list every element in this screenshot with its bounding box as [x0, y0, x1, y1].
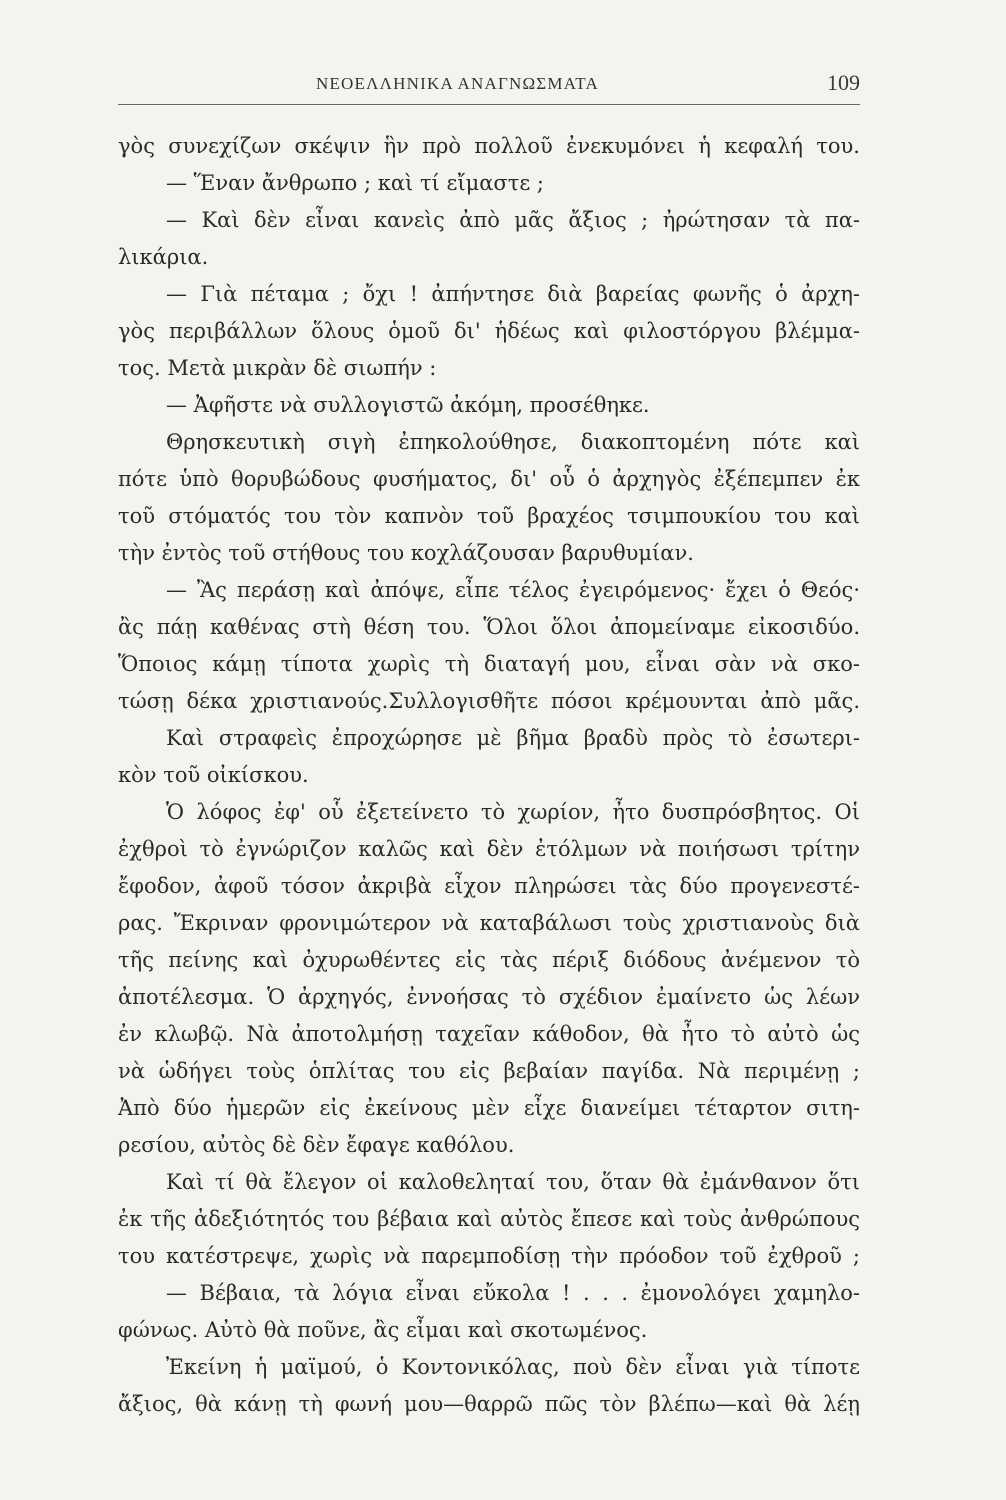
- text-line: — Γιὰ πέταμα ; ὄχι ! ἀπήντησε διὰ βαρείας φωνῆς ὁ ἀρχη-: [166, 282, 860, 306]
- text-line: ρεσίου, αὐτὸς δὲ δὲν ἔφαγε καθόλου.: [118, 1133, 515, 1157]
- text-line: ἐχθροὶ τὸ ἐγνώριζον καλῶς καὶ δὲν ἐτόλμων νὰ ποιήσωσι τρίτην: [118, 837, 860, 861]
- text-line: γὸς περιβάλλων ὅλους ὁμοῦ δι' ἡδέως καὶ φιλοστόργου βλέμμα-: [118, 319, 860, 343]
- text-line: ἔφοδον, ἀφοῦ τόσον ἀκριβὰ εἶχον πληρώσει τὰς δύο προγενεστέ-: [118, 874, 860, 898]
- text-line: ρας. Ἔκριναν φρονιμώτερον νὰ καταβάλωσι τοὺς χριστιανοὺς διὰ: [118, 911, 860, 935]
- text-line: ἀποτέλεσμα. Ὁ ἀρχηγός, ἐννοήσας τὸ σχέδιον ἐμαίνετο ὡς λέων: [118, 985, 860, 1009]
- text-line: λικάρια.: [118, 245, 209, 269]
- text-line: γὸς συνεχίζων σκέψιν ἣν πρὸ πολλοῦ ἐνεκυμόνει ἡ κεφαλή του.: [118, 134, 860, 158]
- text-line: τώσῃ δέκα χριστιανούς.Συλλογισθῆτε πόσοι κρέμουνται ἀπὸ μᾶς.: [118, 689, 860, 713]
- text-line: νὰ ὡδήγει τοὺς ὁπλίτας του εἰς βεβαίαν παγίδα. Νὰ περιμένῃ ;: [118, 1059, 860, 1083]
- running-title: ΝΕΟΕΛΛΗΝΙΚΑ ΑΝΑΓΝΩΣΜΑΤΑ: [316, 74, 600, 93]
- text-line: πότε ὑπὸ θορυβώδους φυσήματος, δι' οὗ ὁ ἀρχηγὸς ἐξέπεμπεν ἐκ: [118, 467, 860, 491]
- text-line: ἐν κλωβῷ. Νὰ ἀποτολμήσῃ ταχεῖαν κάθοδον, θὰ ἦτο τὸ αὐτὸ ὡς: [118, 1022, 860, 1046]
- body-text: [118, 128, 860, 1423]
- text-line: του κατέστρεψε, χωρὶς νὰ παρεμποδίσῃ τὴν πρόοδον τοῦ ἐχθροῦ ;: [118, 1244, 860, 1268]
- page-number: 109: [827, 70, 860, 95]
- text-line: Ἐκείνη ἡ μαϊμού, ὁ Κοντονικόλας, ποὺ δὲν εἶναι γιὰ τίποτε: [166, 1355, 860, 1379]
- page-header: [118, 66, 860, 106]
- text-line: Ὁ λόφος ἐφ' οὗ ἐξετείνετο τὸ χωρίον, ἦτο δυσπρόσβητος. Οἱ: [166, 800, 860, 824]
- text-line: — Βέβαια, τὰ λόγια εἶναι εὔκολα ! . . . ἐμονολόγει χαμηλο-: [166, 1281, 860, 1305]
- text-line: ἐκ τῆς ἀδεξιότητός του βέβαια καὶ αὐτὸς ἔπεσε καὶ τοὺς ἀνθρώπους: [118, 1207, 860, 1231]
- text-line: κὸν τοῦ οἰκίσκου.: [118, 763, 309, 787]
- text-line: τοῦ στόματός του τὸν καπνὸν τοῦ βραχέος τσιμπουκίου του καὶ: [118, 504, 860, 528]
- text-line: τος. Μετὰ μικρὰν δὲ σιωπήν :: [118, 356, 437, 380]
- text-line: τὴν ἐντὸς τοῦ στήθους του κοχλάζουσαν βαρυθυμίαν.: [118, 541, 694, 565]
- text-line: φώνως. Αὐτὸ θὰ ποῦνε, ἂς εἶμαι καὶ σκοτωμένος.: [118, 1318, 648, 1342]
- header-rule: [118, 104, 860, 105]
- text-line: — Ἀφῆστε νὰ συλλογιστῶ ἀκόμη, προσέθηκε.: [166, 393, 650, 417]
- text-line: ἂς πάῃ καθένας στὴ θέση του. Ὅλοι ὅλοι ἀπομείναμε εἰκοσιδύο.: [118, 615, 860, 639]
- text-line: — Ἂς περάσῃ καὶ ἀπόψε, εἶπε τέλος ἐγειρόμενος· ἔχει ὁ Θεός·: [166, 578, 860, 602]
- text-line: ἄξιος, θὰ κάνῃ τὴ φωνή μου—θαρρῶ πῶς τὸν βλέπω—καὶ θὰ λέῃ: [118, 1392, 860, 1416]
- text-line: — Ἕναν ἄνθρωπο ; καὶ τί εἴμαστε ;: [166, 171, 544, 195]
- text-line: Θρησκευτικὴ σιγὴ ἐπηκολούθησε, διακοπτομένη πότε καὶ: [166, 430, 860, 454]
- text-line: Ἀπὸ δύο ἡμερῶν εἰς ἐκείνους μὲν εἶχε διανείμει τέταρτον σιτη-: [118, 1096, 860, 1120]
- text-line: Καὶ στραφεὶς ἐπροχώρησε μὲ βῆμα βραδὺ πρὸς τὸ ἐσωτερι-: [166, 726, 860, 750]
- text-line: Ὅποιος κάμῃ τίποτα χωρὶς τὴ διαταγή μου, εἶναι σὰν νὰ σκο-: [118, 652, 860, 676]
- text-line: — Καὶ δὲν εἶναι κανεὶς ἀπὸ μᾶς ἄξιος ; ἠρώτησαν τὰ πα-: [166, 208, 860, 232]
- text-line: τῆς πείνης καὶ ὀχυρωθέντες εἰς τὰς πέριξ διόδους ἀνέμενον τὸ: [118, 948, 860, 972]
- text-line: Καὶ τί θὰ ἔλεγον οἱ καλοθεληταί του, ὅταν θὰ ἐμάνθανον ὅτι: [166, 1170, 860, 1194]
